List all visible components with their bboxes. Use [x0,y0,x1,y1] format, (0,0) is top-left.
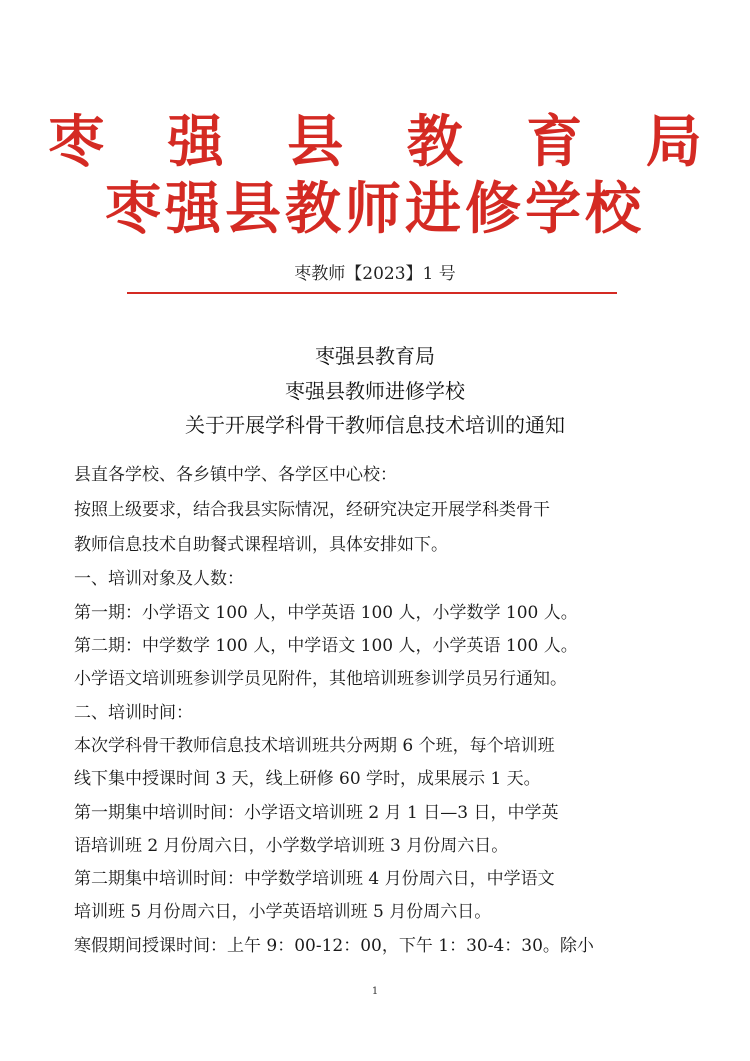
body-line: 第二期：中学数学 100 人，中学语文 100 人，小学英语 100 人。 [74,636,578,656]
issuer-title-education-bureau: 枣 强 县 教 育 局 [48,109,724,175]
body-line: 第二期集中培训时间：中学数学培训班 4 月份周六日，中学语文 [74,869,555,889]
section-heading-1: 一、培训对象及人数： [74,569,244,589]
section-heading-2: 二、培训时间： [74,703,193,723]
notice-title-line-1: 枣强县教育局 [315,344,435,368]
body-line: 按照上级要求，结合我县实际情况，经研究决定开展学科类骨干 [74,500,550,520]
body-line: 线下集中授课时间 3 天，线上研修 60 学时，成果展示 1 天。 [74,769,541,789]
body-line: 语培训班 2 月份周六日，小学数学培训班 3 月份周六日。 [74,836,509,856]
document-number: 枣教师【2023】1 号 [294,264,456,284]
body-line: 第一期集中培训时间：小学语文培训班 2 月 1 日—3 日，中学英 [74,803,559,823]
notice-title-line-2: 枣强县教师进修学校 [285,379,465,403]
body-line: 培训班 5 月份周六日，小学英语培训班 5 月份周六日。 [74,902,492,922]
notice-title-line-3: 关于开展学科骨干教师信息技术培训的通知 [185,413,565,437]
body-line: 小学语文培训班参训学员见附件，其他培训班参训学员另行通知。 [74,669,567,689]
body-line: 本次学科骨干教师信息技术培训班共分两期 6 个班，每个培训班 [74,736,555,756]
body-line: 第一期：小学语文 100 人，中学英语 100 人，小学数学 100 人。 [74,603,578,623]
body-line: 教师信息技术自助餐式课程培训，具体安排如下。 [74,535,448,555]
salutation: 县直各学校、各乡镇中学、各学区中心校： [74,465,397,485]
issuer-title-teacher-school: 枣强县教师进修学校 [105,176,645,242]
body-line: 寒假期间授课时间：上午 9：00-12：00，下午 1：30-4：30。除小 [74,936,594,956]
red-divider-line [127,292,617,294]
page-number: 1 [371,986,379,997]
